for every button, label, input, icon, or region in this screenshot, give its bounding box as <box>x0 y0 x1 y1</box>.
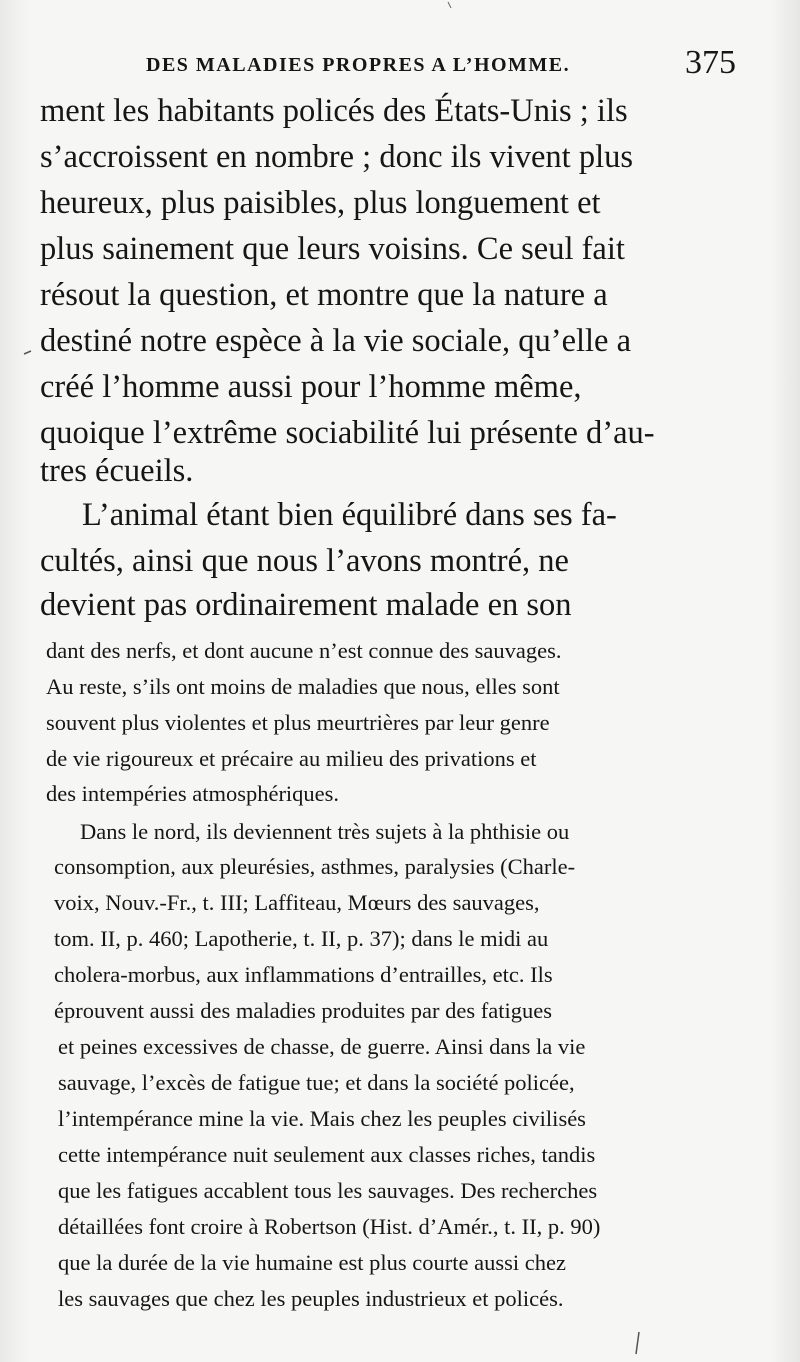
footnote-line: éprouvent aussi des maladies produites par des fatigues <box>54 998 552 1023</box>
footnote-line: et peines excessives de chasse, de guerre. Ainsi dans la vie <box>58 1034 586 1059</box>
footnote-line: voix, Nouv.-Fr., t. III; Laffiteau, Mœurs des sauvages, <box>54 890 540 915</box>
main-text-line: cultés, ainsi que nous l’avons montré, ne <box>40 543 569 579</box>
footnote-line: consomption, aux pleurésies, asthmes, paralysies (Charle- <box>54 854 576 879</box>
footnote-line: de vie rigoureux et précaire au milieu des privations et <box>46 746 537 771</box>
footnote-line: que les fatigues accablent tous les sauvages. Des recherches <box>58 1178 598 1203</box>
page-number: 375 <box>685 44 736 81</box>
running-title: DES MALADIES PROPRES A L’HOMME. <box>146 54 571 76</box>
main-text-line: tres écueils. <box>40 453 194 489</box>
main-text-line: quoique l’extrême sociabilité lui présente d’au- <box>40 415 655 451</box>
footnote-line: tom. II, p. 460; Lapotherie, t. II, p. 37); dans le midi au <box>54 926 549 951</box>
footnote-line: dant des nerfs, et dont aucune n’est connue des sauvages. <box>46 638 562 663</box>
footnote-line: des intempéries atmosphériques. <box>46 781 340 806</box>
footnote-line: Dans le nord, ils deviennent très sujets à la phthisie ou <box>80 819 570 844</box>
main-text-line: ment les habitants policés des États-Unis ; ils <box>40 93 628 129</box>
main-text-line: destiné notre espèce à la vie sociale, qu’elle a <box>40 323 632 359</box>
main-text-line: heureux, plus paisibles, plus longuement et <box>40 185 601 221</box>
main-text-line: s’accroissent en nombre ; donc ils vivent plus <box>40 139 633 175</box>
footnote-line: les sauvages que chez les peuples industrieux et policés. <box>58 1286 564 1311</box>
footnote-line: détaillées font croire à Robertson (Hist. d’Amér., t. II, p. 90) <box>58 1214 601 1239</box>
footnote-line: cholera-morbus, aux inflammations d’entrailles, etc. Ils <box>54 962 553 987</box>
footnote-line: sauvage, l’excès de fatigue tue; et dans la société policée, <box>58 1070 575 1095</box>
footnote-line: que la durée de la vie humaine est plus courte aussi chez <box>58 1250 566 1275</box>
footnote-line: Au reste, s’ils ont moins de maladies que nous, elles sont <box>46 674 560 699</box>
main-text-line: résout la question, et montre que la nature a <box>40 277 608 313</box>
main-text-line: L’animal étant bien équilibré dans ses fa- <box>82 497 617 533</box>
main-text-line: créé l’homme aussi pour l’homme même, <box>40 369 582 405</box>
main-text-line: plus sainement que leurs voisins. Ce seul fait <box>40 231 625 267</box>
footnote-line: l’intempérance mine la vie. Mais chez les peuples civilisés <box>58 1106 586 1131</box>
footnote-line: cette intempérance nuit seulement aux classes riches, tandis <box>58 1142 596 1167</box>
footnote-line: souvent plus violentes et plus meurtrières par leur genre <box>46 710 550 735</box>
main-text-line: devient pas ordinairement malade en son <box>40 587 572 623</box>
